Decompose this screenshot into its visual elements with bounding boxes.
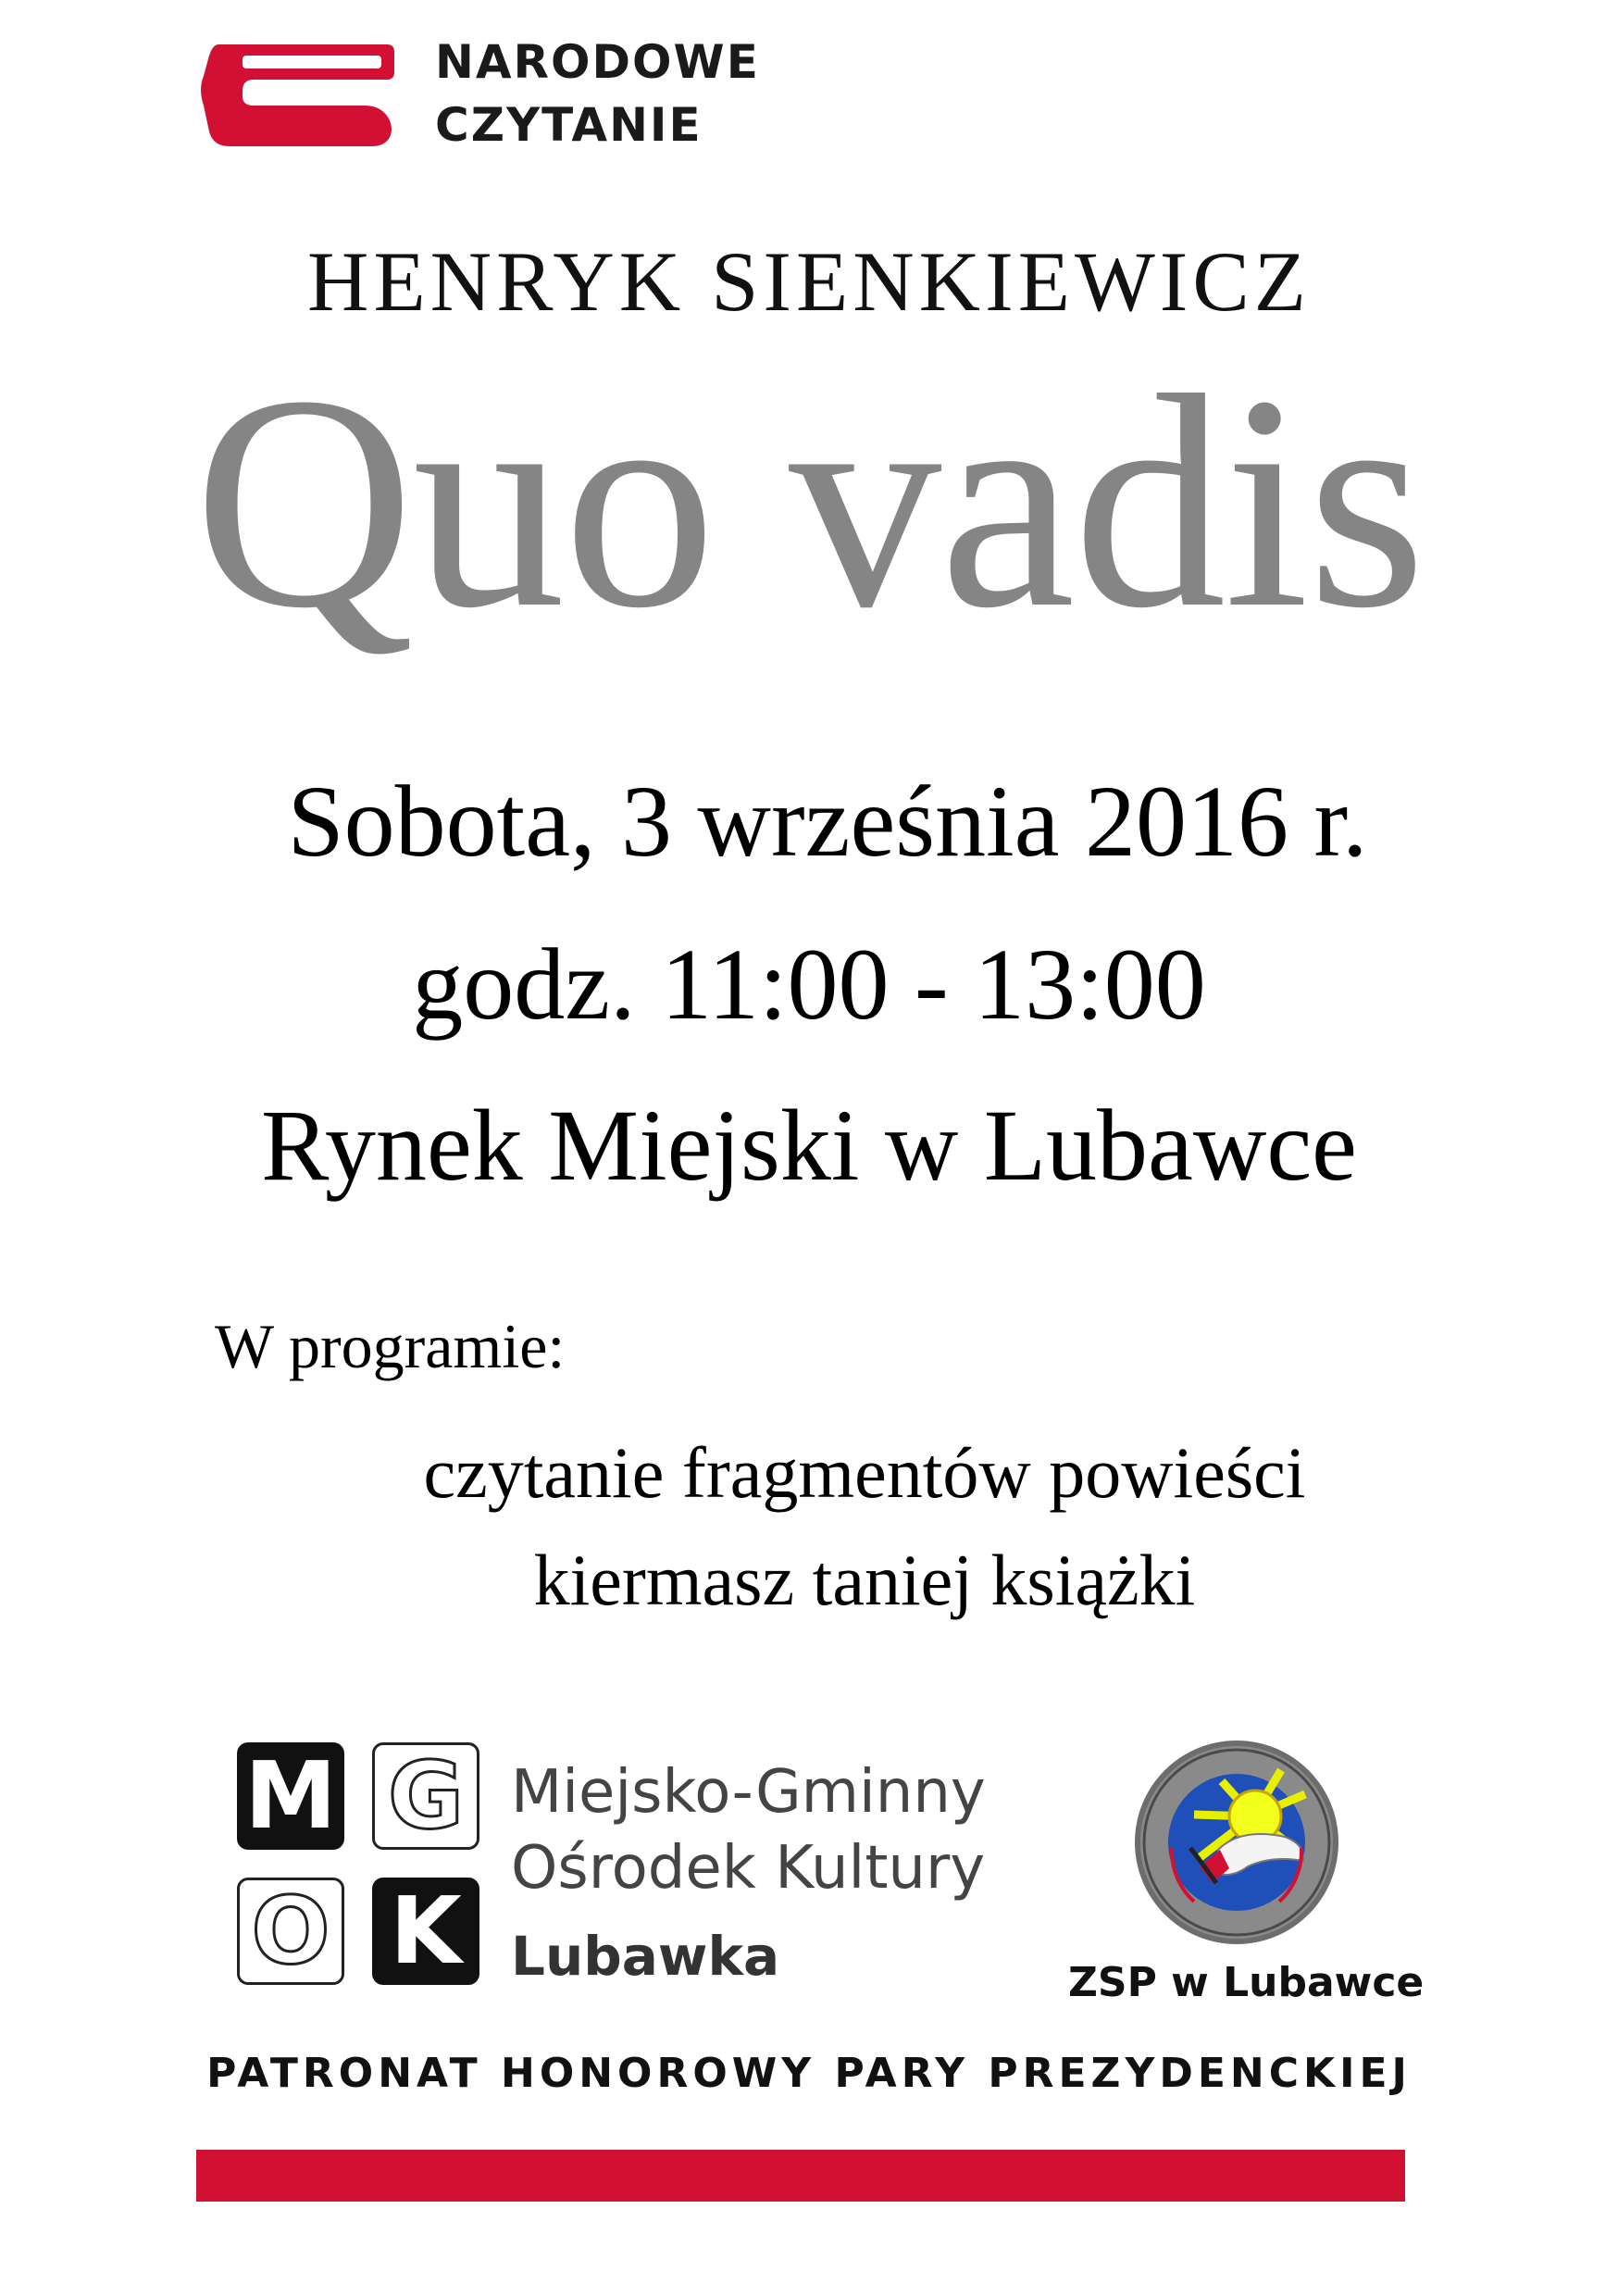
book-title: Quo vadis — [193, 333, 1425, 671]
program-item: czytanie fragmentów powieści — [423, 1432, 1306, 1513]
footer-red-bar — [196, 2150, 1405, 2202]
event-place: Rynek Miejski w Lubawce — [261, 1089, 1357, 1202]
patronage-text: PATRONAT HONOROWY PARY PREZYDENCKIEJ — [206, 2050, 1412, 2097]
mgok-tile-o: O — [237, 1878, 344, 1985]
zsp-label: ZSP w Lubawce — [1068, 1959, 1425, 2006]
author-name: HENRYK SIENKIEWICZ — [307, 234, 1311, 329]
program-label: W programie: — [215, 1311, 566, 1381]
brand-line-2: CZYTANIE — [435, 98, 703, 152]
mgok-tile-m: M — [237, 1742, 344, 1850]
mgok-tile-g: G — [372, 1742, 479, 1850]
mgok-tile-k: K — [372, 1878, 479, 1985]
event-time: godz. 11:00 - 13:00 — [412, 928, 1206, 1041]
school-emblem-icon — [1133, 1739, 1340, 1946]
brand-line-1: NARODOWE — [435, 35, 760, 89]
mgok-name-line-1: Miejsko-Gminny — [511, 1758, 986, 1827]
mgok-name-line-3: Lubawka — [511, 1925, 780, 1988]
program-item: kiermasz taniej książki — [533, 1540, 1196, 1620]
mgok-name-line-2: Ośrodek Kultury — [511, 1834, 986, 1903]
event-date: Sobota, 3 września 2016 r. — [287, 765, 1368, 878]
mgok-logo — [237, 1742, 479, 1985]
book-icon — [196, 39, 400, 148]
